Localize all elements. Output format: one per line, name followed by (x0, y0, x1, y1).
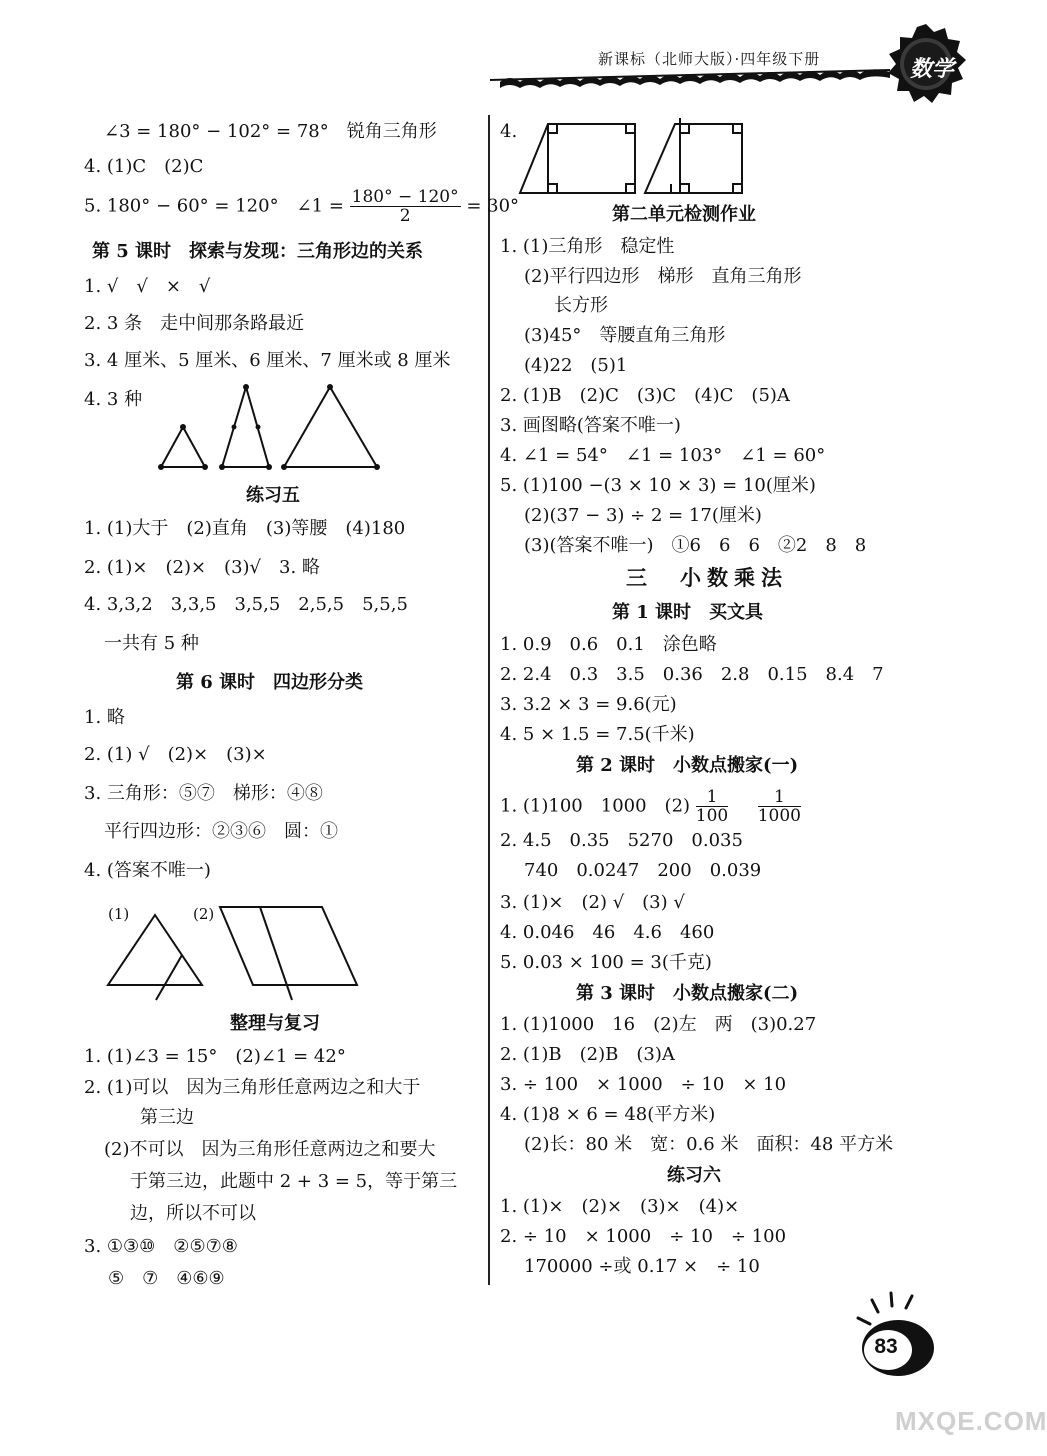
right-line-18: 2. 4.5 0.35 5270 0.035 (500, 830, 743, 851)
right-line-30: 170000 ÷或 0.17 × ÷ 10 (524, 1256, 760, 1277)
logo-badge-text: 数学 (909, 56, 954, 82)
tall-triangle (222, 387, 269, 467)
right-line-8: 3. 画图略(答案不唯一) (500, 415, 681, 436)
left-line-22: 边，所以不可以 (130, 1203, 256, 1224)
fraction-numerator: 1 (696, 788, 728, 807)
left-line-21: 于第三边，此题中 2 + 3 = 5，等于第三 (130, 1171, 458, 1192)
left-line-4: 1. √ √ × √ (84, 276, 211, 297)
right-line-17 (500, 788, 801, 825)
right-line-13: 1. 0.9 0.6 0.1 涂色略 (500, 634, 717, 655)
section-heading-lesson-1: 第 1 课时 买文具 (612, 602, 764, 623)
large-triangle (284, 387, 377, 467)
small-triangle (161, 427, 205, 467)
left-line-6: 3. 4 厘米、5 厘米、6 厘米、7 厘米或 8 厘米 (84, 350, 451, 371)
section-heading-unit-2-test: 第二单元检测作业 (612, 204, 756, 225)
trapezoid (645, 124, 742, 193)
left-line-10: 4. 3,3,2 3,3,5 3,5,5 2,5,5 5,5,5 (84, 594, 408, 615)
left-line-5: 2. 3 条 走中间那条路最近 (84, 313, 305, 334)
section-heading-review: 整理与复习 (230, 1013, 320, 1034)
right-line-15: 3. 3.2 × 3 = 9.6(元) (500, 694, 677, 715)
left-line-12: 1. 略 (84, 707, 125, 728)
right-line-10: 5. (1)100 −(3 × 10 × 3) = 10(厘米) (500, 475, 816, 496)
left-line-14: 3. 三角形：⑤⑦ 梯形：④⑧ (84, 783, 323, 804)
angle-equation: 5. 180° − 60° = 120° ∠1 = (84, 195, 344, 217)
fraction-denominator: 1000 (757, 806, 801, 826)
section-heading-exercise-6: 练习六 (667, 1165, 721, 1186)
right-line-14: 2. 2.4 0.3 3.5 0.36 2.8 0.15 8.4 7 (500, 664, 884, 685)
right-line-5: (3)45° 等腰直角三角形 (524, 325, 726, 346)
header-title: 新课标（北师大版）·四年级下册 (598, 50, 821, 68)
left-line-3 (84, 188, 519, 225)
right-line-9: 4. ∠1 = 54° ∠1 = 103° ∠1 = 60° (500, 445, 826, 466)
left-line-24: ⑤ ⑦ ④⑥⑨ (108, 1268, 225, 1289)
section-heading-lesson-6: 第 6 课时 四边形分类 (176, 672, 364, 693)
right-line-21: 4. 0.046 46 4.6 460 (500, 922, 715, 943)
quadrilateral-heights-figure (515, 118, 755, 198)
fraction-numerator: 180° − 120° (351, 187, 459, 207)
division-figures (100, 905, 370, 1005)
page-number: 83 (874, 1335, 898, 1358)
right-line-28: 1. (1)× (2)× (3)× (4)× (500, 1196, 740, 1217)
right-line-4: 长方形 (554, 295, 608, 316)
left-line-7: 4. 3 种 (84, 389, 143, 410)
left-line-13: 2. (1) √ (2)× (3)× (84, 744, 267, 765)
right-trapezoid (520, 124, 635, 193)
right-line-24: 2. (1)B (2)B (3)A (500, 1044, 675, 1065)
fraction-one-thousandth (758, 788, 801, 825)
left-line-23: 3. ①③⑩ ②⑤⑦⑧ (84, 1236, 238, 1257)
right-line-23: 1. (1)1000 16 (2)左 两 (3)0.27 (500, 1014, 817, 1035)
fraction-denominator: 100 (695, 806, 729, 826)
right-line-25: 3. ÷ 100 × 1000 ÷ 10 × 10 (500, 1074, 787, 1095)
angle-result: = 30° (466, 195, 520, 217)
divided-parallelogram (220, 907, 357, 985)
figure-label-2: (2) (193, 905, 215, 923)
right-line-27: (2)长：80 米 宽：0.6 米 面积：48 平方米 (524, 1134, 894, 1155)
section-heading-exercise-5: 练习五 (246, 485, 300, 506)
right-line-12: (3)(答案不唯一) ①6 6 6 ②2 8 8 (524, 535, 867, 556)
section-heading-lesson-5: 第 5 课时 探索与发现：三角形边的关系 (92, 241, 424, 262)
right-line-1: 4. (500, 121, 518, 142)
left-line-17: 1. (1)∠3 = 15° (2)∠1 = 42° (84, 1046, 346, 1067)
right-line-3: (2)平行四边形 梯形 直角三角形 (524, 266, 802, 287)
fraction (350, 188, 461, 225)
column-divider (488, 115, 490, 1285)
right-line-26: 4. (1)8 × 6 = 48(平方米) (500, 1104, 716, 1125)
fraction-denominator: 2 (399, 206, 411, 226)
left-line-16: 4. (答案不唯一) (84, 860, 211, 881)
right-line-22: 5. 0.03 × 100 = 3(千克) (500, 952, 712, 973)
left-line-18: 2. (1)可以 因为三角形任意两边之和大于 (84, 1077, 421, 1098)
right-line-19: 740 0.0247 200 0.039 (524, 860, 762, 881)
left-line-19: 第三边 (140, 1107, 194, 1128)
right-line-2: 1. (1)三角形 稳定性 (500, 236, 675, 257)
fraction-one-hundredth (696, 788, 728, 825)
right-line-7: 2. (1)B (2)C (3)C (4)C (5)A (500, 385, 790, 406)
triangles-figure (150, 385, 390, 475)
section-heading-lesson-3: 第 3 课时 小数点搬家(二) (576, 983, 799, 1004)
left-line-1: ∠3 = 180° − 102° = 78° 锐角三角形 (104, 121, 437, 142)
header-wavy-band (490, 66, 890, 88)
right-line-16: 4. 5 × 1.5 = 7.5(千米) (500, 724, 695, 745)
left-line-11: 一共有 5 种 (104, 633, 199, 654)
right-line-20: 3. (1)× (2) √ (3) √ (500, 892, 685, 913)
section-heading-lesson-2: 第 2 课时 小数点搬家(一) (576, 755, 799, 776)
right-line-11: (2)(37 − 3) ÷ 2 = 17(厘米) (524, 505, 762, 526)
fraction-numerator: 1 (758, 788, 801, 807)
right-line-29: 2. ÷ 10 × 1000 ÷ 10 ÷ 100 (500, 1226, 787, 1247)
fraction-answer-prefix: 1. (1)100 1000 (2) (500, 795, 691, 817)
watermark: MXQE.COM (895, 1406, 1047, 1436)
divided-triangle (108, 915, 202, 985)
chapter-heading-decimal-multiplication: 三 小数乘法 (626, 565, 788, 590)
left-line-20: (2)不可以 因为三角形任意两边之和要大 (104, 1139, 436, 1160)
left-line-9: 2. (1)× (2)× (3)√ 3. 略 (84, 557, 320, 578)
right-line-6: (4)22 (5)1 (524, 355, 628, 376)
figure-label-1: (1) (108, 905, 130, 923)
left-line-15: 平行四边形：②③⑥ 圆：① (104, 821, 338, 842)
left-line-8: 1. (1)大于 (2)直角 (3)等腰 (4)180 (84, 518, 406, 539)
left-line-2: 4. (1)C (2)C (84, 156, 204, 177)
